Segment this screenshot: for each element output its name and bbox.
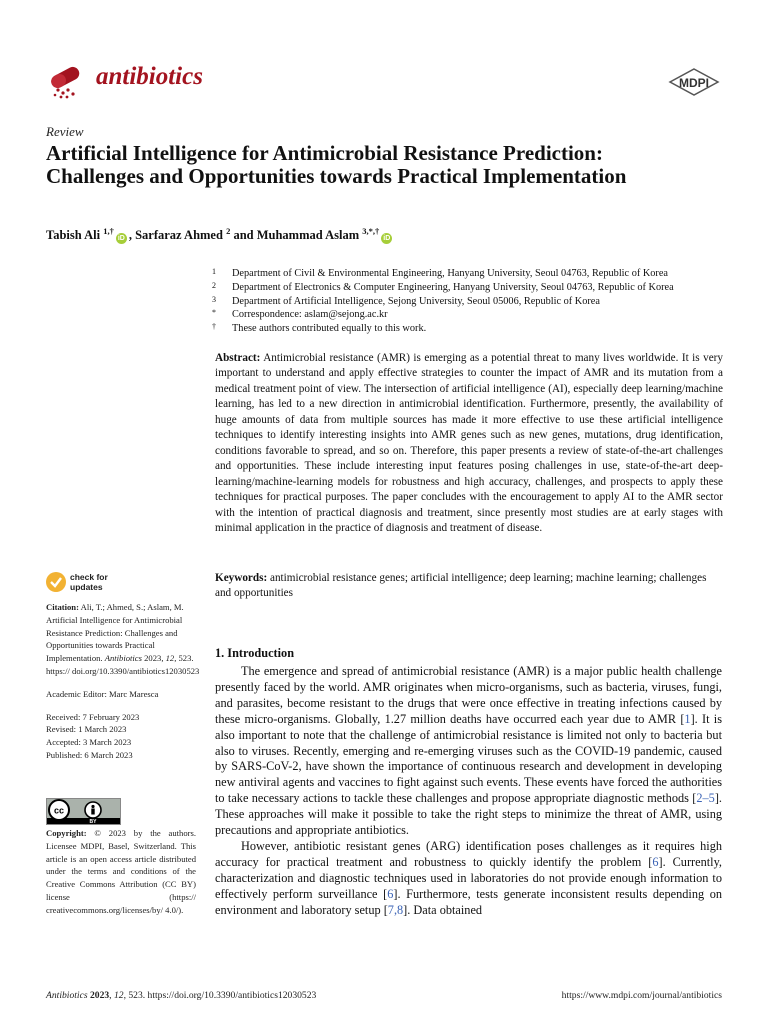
citation-reference-link[interactable]: 6 xyxy=(652,854,659,869)
equal-contribution-note: † These authors contributed equally to this work. xyxy=(212,322,427,335)
creative-commons-icon xyxy=(47,799,120,824)
paragraph xyxy=(215,664,722,839)
author-name: Sarfaraz Ahmed xyxy=(135,228,223,243)
section-heading: 1. Introduction xyxy=(215,646,295,660)
revised-date: Revised: 1 March 2023 xyxy=(46,724,127,735)
author-affiliation-mark: 2 xyxy=(226,226,231,236)
author-affiliation-mark: 1,† xyxy=(103,226,114,236)
paragraph-text: ]. Data obtained xyxy=(403,902,483,917)
citation-reference-link[interactable]: 1 xyxy=(684,711,691,726)
author-affiliation-mark: 3,*,† xyxy=(362,226,380,236)
paragraph-text: The emergence and spread of antimicrobial resistance (AMR) is a major public health challenge presently faced by the world. AMR originates when micro-organisms, such as bacteria, viruses, fungi, and parasites, become resistant to the drugs that were once effective in treating infections caused by these micro-organisms. Globally, 1.27 million deaths have occurred each year due to AMR [ xyxy=(215,664,722,726)
citation: Citation: Ali, T.; Ahmed, S.; Aslam, M. Artificial Intelligence for Antimicrobial Resistance Prediction: Challenges and Opportunities towards Practical Implementation. Antibiotics 2023, 12, 523. https:// doi.org/10.3390/antibiotics12030523 xyxy=(46,602,200,676)
article-type: Review xyxy=(46,124,84,139)
accepted-date: Accepted: 3 March 2023 xyxy=(46,737,132,748)
abstract-label: Abstract: xyxy=(215,352,261,364)
introduction-body xyxy=(215,664,722,919)
keywords-text: antimicrobial resistance genes; artificial intelligence; deep learning; machine learning; challenges and opportunities xyxy=(215,572,707,600)
citation-reference-link[interactable]: 2–5 xyxy=(696,791,715,806)
journal-name: antibiotics xyxy=(96,63,203,90)
paragraph-text: ]. It is also important to note that the challenge of antimicrobial resistance is limited not only to bacteria but also to viruses. Recently, emerging and re-emerging viruses such as the COVID-19 pandemic, caused by SARS-CoV-2, have shown the importance of continuous research and development in developing new antiviral agents and vaccines to fight against such events. These events have forced the authorities to take necessary actions to tackle these challenges and propose appropriate diagnostic methods [ xyxy=(215,711,723,806)
affiliation-item: 3 Department of Artificial Intelligence, Sejong University, Seoul 05006, Republic of Korea xyxy=(212,294,600,307)
journal-url-link[interactable]: https://www.mdpi.com/journal/antibiotics xyxy=(561,990,722,1001)
citation-reference-link[interactable]: 6 xyxy=(387,886,394,901)
check-for-updates-button[interactable]: check for updates xyxy=(46,572,146,594)
paragraph-text: ]. Currently, characterization and diagnostic techniques used in laboratories do not provide enough information to effectively perform surveillance [ xyxy=(215,854,722,901)
copyright-notice: Copyright: © 2023 by the authors. Licensee MDPI, Basel, Switzerland. This article is an open access article distributed under the terms and conditions of the Creative Commons Attribution (CC BY) license (https:// creativecommons.org/licenses/by/ 4.0/). xyxy=(46,828,196,915)
paragraph-text: ]. These approaches will make it possible to take the right steps to minimize the threat of AMR, using precautions and appropriate antibiotics. xyxy=(215,791,722,838)
check-for-updates-icon xyxy=(46,572,66,592)
journal-logo[interactable] xyxy=(46,62,90,100)
mdpi-logo[interactable] xyxy=(668,68,720,100)
page-title: Artificial Intelligence for Antimicrobial Resistance Prediction: Challenges and Opportunities towards Practical Implementation xyxy=(46,141,627,188)
abstract-text: Antimicrobial resistance (AMR) is emerging as a potential threat to many lives worldwide. It is very important to understand and apply effective strategies to counter the impact of AMR and its mutation from a medical treatment point of view. The intersection of artificial intelligence (AI), especially deep learning/machine learning, has led to a new direction in antimicrobial identification. Furthermore, presently, the availability of huge amounts of data from multiple sources has made it more effective to use these artificial intelligence techniques to identify interesting insights into AMR genes such as new genes, mutations, drug identification, conditions favorable to spread, and so on. Therefore, this paper presents a review of state-of-the-art challenges and opportunities. These include interesting input features posing challenges in use, state-of-the-art deep-learning/machine-learning models for robustness and high accuracy, challenges, and prospects to apply these techniques for practical purposes. The paper concludes with the encouragement to apply AI to the AMR sector with the intention of practical diagnosis and treatment, since presently most studies are at early stages with minimal application in the practice of diagnosis and treatment of disease. xyxy=(215,352,723,534)
abstract xyxy=(215,351,723,536)
author-name: Tabish Ali xyxy=(46,228,101,243)
citation-doi-link[interactable]: , 523. https:// doi.org/10.3390/antibiotics12030523 xyxy=(46,653,200,676)
affiliation-item: 2 Department of Electronics & Computer Engineering, Hanyang University, Seoul 04763, Republic of Korea xyxy=(212,280,674,293)
affiliation-item: 1 Department of Civil & Environmental Engineering, Hanyang University, Seoul 04763, Republic of Korea xyxy=(212,267,668,279)
mdpi-logo-icon xyxy=(668,68,720,100)
received-date: Received: 7 February 2023 xyxy=(46,711,140,722)
article-sidebar xyxy=(46,601,202,762)
cc-by-license-badge[interactable] xyxy=(46,798,121,825)
pill-capsule-icon xyxy=(46,62,90,100)
paragraph-text: ]. Furthermore, tests generate inconsistent results depending on environment and laboratory setup [ xyxy=(215,886,722,917)
svg-text:cc: cc xyxy=(53,805,65,816)
author-list: Tabish Ali $^{1,\dagger}$iD , Sarfaraz Ahmed $^2$ and Muhammad Aslam $^{3,*,\dagger}$iD xyxy=(46,226,391,243)
citation-reference-link[interactable]: 7,8 xyxy=(387,902,404,917)
correspondence: * Correspondence: aslam@sejong.ac.kr xyxy=(212,308,388,321)
svg-text:BY: BY xyxy=(89,819,97,824)
mdpi-logo-text: MDPI xyxy=(679,76,709,90)
orcid-icon[interactable]: iD xyxy=(383,235,391,243)
affiliations xyxy=(212,267,732,336)
keywords-label: Keywords: xyxy=(215,572,268,584)
paragraph xyxy=(215,839,722,919)
published-date: Published: 6 March 2023 xyxy=(46,749,133,760)
academic-editor: Academic Editor: Marc Maresca xyxy=(46,688,159,699)
author-name: Muhammad Aslam xyxy=(256,228,360,243)
footer-citation: Antibiotics 2023, 12, 523. https://doi.org/10.3390/antibiotics12030523 xyxy=(46,990,317,1001)
paragraph-text: However, antibiotic resistant genes (ARG) identification poses challenges as it requires high accuracy for practical treatment and robustness to quickly identify the problem [ xyxy=(215,838,722,869)
keywords xyxy=(215,571,723,602)
orcid-icon[interactable]: iD xyxy=(117,235,125,243)
